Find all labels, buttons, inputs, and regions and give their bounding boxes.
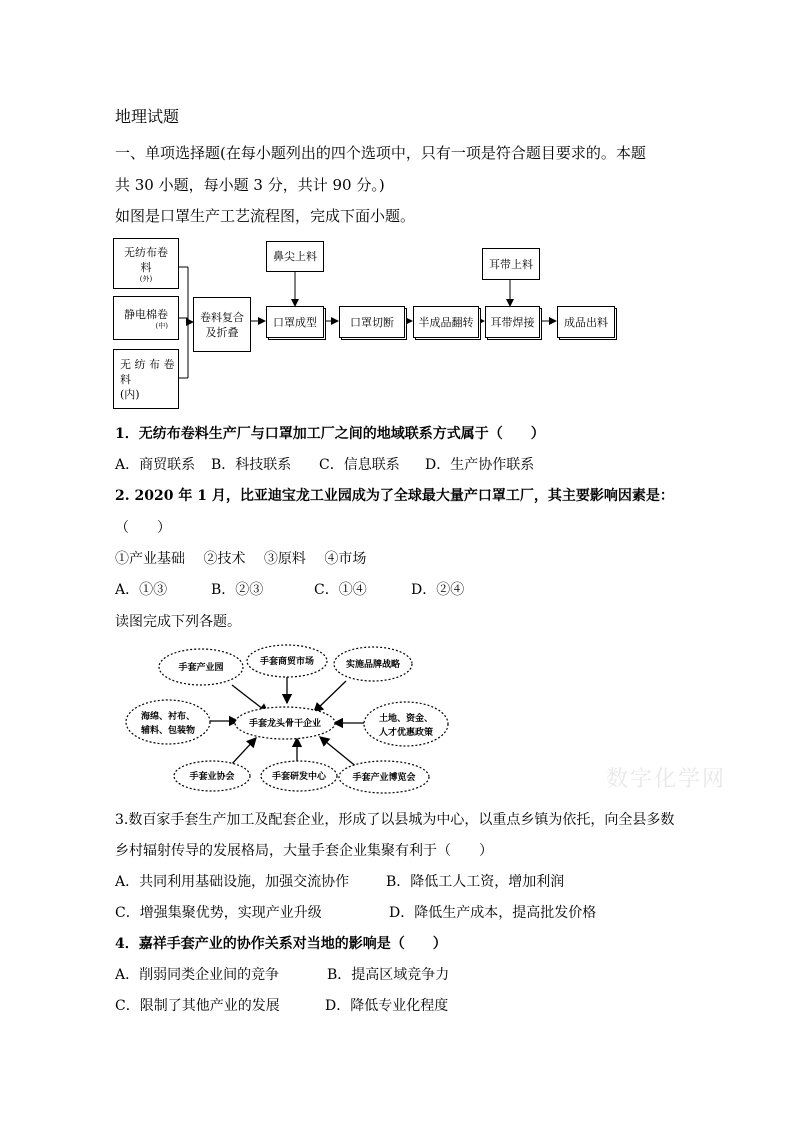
node-policy-line2: 人才优惠政策 — [378, 728, 434, 738]
step-mask-forming: 口罩成型 — [266, 306, 324, 338]
node-materials-line1: 海绵、衬布、 — [140, 712, 196, 722]
input-mid-tag: (中) — [155, 321, 168, 330]
node-brand: 实施品牌战略 — [345, 660, 401, 670]
node-policy-line1: 土地、资金、 — [378, 714, 434, 724]
node-center: 手套龙头骨干企业 — [248, 719, 322, 729]
node-expo: 手套产业博览会 — [352, 773, 416, 783]
q1-option-c: C．信息联系 — [319, 457, 400, 473]
node-assoc: 手套业协会 — [189, 772, 235, 782]
q2-factors: ①产业基础 ②技术 ③原料 ④市场 — [115, 551, 367, 567]
section-heading-line1: 一、单项选择题(在每小题列出的四个选项中，只有一项是符合题目要求的。本题 — [115, 144, 646, 162]
q3-stem-line2: 乡村辐射传导的发展格局，大量手套企业集聚有利于（ ） — [115, 843, 493, 859]
section-heading-line2: 共 30 小题，每小题 3 分，共计 90 分。) — [115, 176, 385, 194]
q2-option-d: D．②④ — [411, 582, 465, 598]
input-inner-tag: (内) — [120, 387, 140, 401]
q4-option-b: B．提高区域竞争力 — [327, 967, 450, 983]
q2-paren: （ ） — [115, 520, 171, 536]
input-inner-label: 无 纺 布 卷 — [120, 357, 175, 371]
q1-option-d: D．生产协作联系 — [425, 457, 535, 473]
q1-option-b: B．科技联系 — [211, 457, 292, 473]
input-outer-label2: 料 — [140, 260, 152, 274]
node-policy-oval — [364, 702, 448, 746]
step-semi-flip: 半成品翻转 — [413, 306, 479, 338]
node-rnd: 手套研发中心 — [271, 772, 327, 782]
q2-option-a: A．①③ — [115, 582, 168, 598]
step-product-output: 成品出料 — [557, 306, 615, 338]
q1-stem: 1．无纺布卷料生产厂与口罩加工厂之间的地域联系方式属于（ ） — [115, 426, 545, 442]
node-park: 手套产业园 — [178, 663, 224, 673]
node-materials-line2: 辅料、包装物 — [140, 726, 196, 736]
q2-option-c: C．①④ — [314, 582, 367, 598]
q3-option-b: B．降低工人工资，增加利润 — [386, 874, 565, 890]
input-outer-tag: (外) — [139, 274, 153, 283]
input-outer-label: 无纺布卷 — [124, 245, 168, 259]
node-market: 手套商贸市场 — [259, 657, 315, 667]
ear-feed-box: 耳带上料 — [482, 248, 540, 280]
watermark: 数字化学网 — [606, 767, 727, 792]
q4-stem: 4．嘉祥手套产业的协作关系对当地的影响是（ ） — [115, 936, 447, 952]
node-materials-oval — [126, 700, 210, 744]
nose-feed-box: 鼻尖上料 — [266, 241, 324, 272]
q2-stem: 2. 2020 年 1 月，比亚迪宝龙工业园成为了全球最大量产口罩工厂，其主要影响因素是： — [115, 488, 674, 504]
step-mask-cutting: 口罩切断 — [339, 306, 405, 338]
q3-option-a: A．共同利用基础设施，加强交流协作 — [115, 874, 350, 890]
compose-label2: 及折叠 — [205, 325, 239, 339]
q1-option-a: A．商贸联系 — [115, 457, 196, 473]
input-mid-label: 静电棉卷 — [124, 307, 168, 321]
q4-option-c: C．限制了其他产业的发展 — [115, 998, 280, 1014]
q4-option-d: D．降低专业化程度 — [325, 998, 449, 1014]
intro-diagram: 读图完成下列各题。 — [115, 614, 241, 630]
q3-stem-line1: 3.数百家手套生产加工及配套企业，形成了以县城为中心，以重点乡镇为依托，向全县多数 — [115, 812, 675, 828]
compose-label1: 卷料复合 — [200, 310, 244, 324]
intro-flowchart: 如图是口罩生产工艺流程图，完成下面小题。 — [115, 207, 416, 225]
q4-option-a: A．削弱同类企业间的竞争 — [115, 967, 280, 983]
step-ear-welding: 耳带焊接 — [485, 306, 540, 338]
page-title: 地理试题 — [115, 107, 180, 126]
q3-option-c: C．增强集聚优势，实现产业升级 — [115, 905, 322, 921]
input-inner-label2: 料 — [120, 372, 131, 386]
q2-option-b: B．②③ — [211, 582, 264, 598]
q3-option-d: D．降低生产成本，提高批发价格 — [389, 905, 597, 921]
